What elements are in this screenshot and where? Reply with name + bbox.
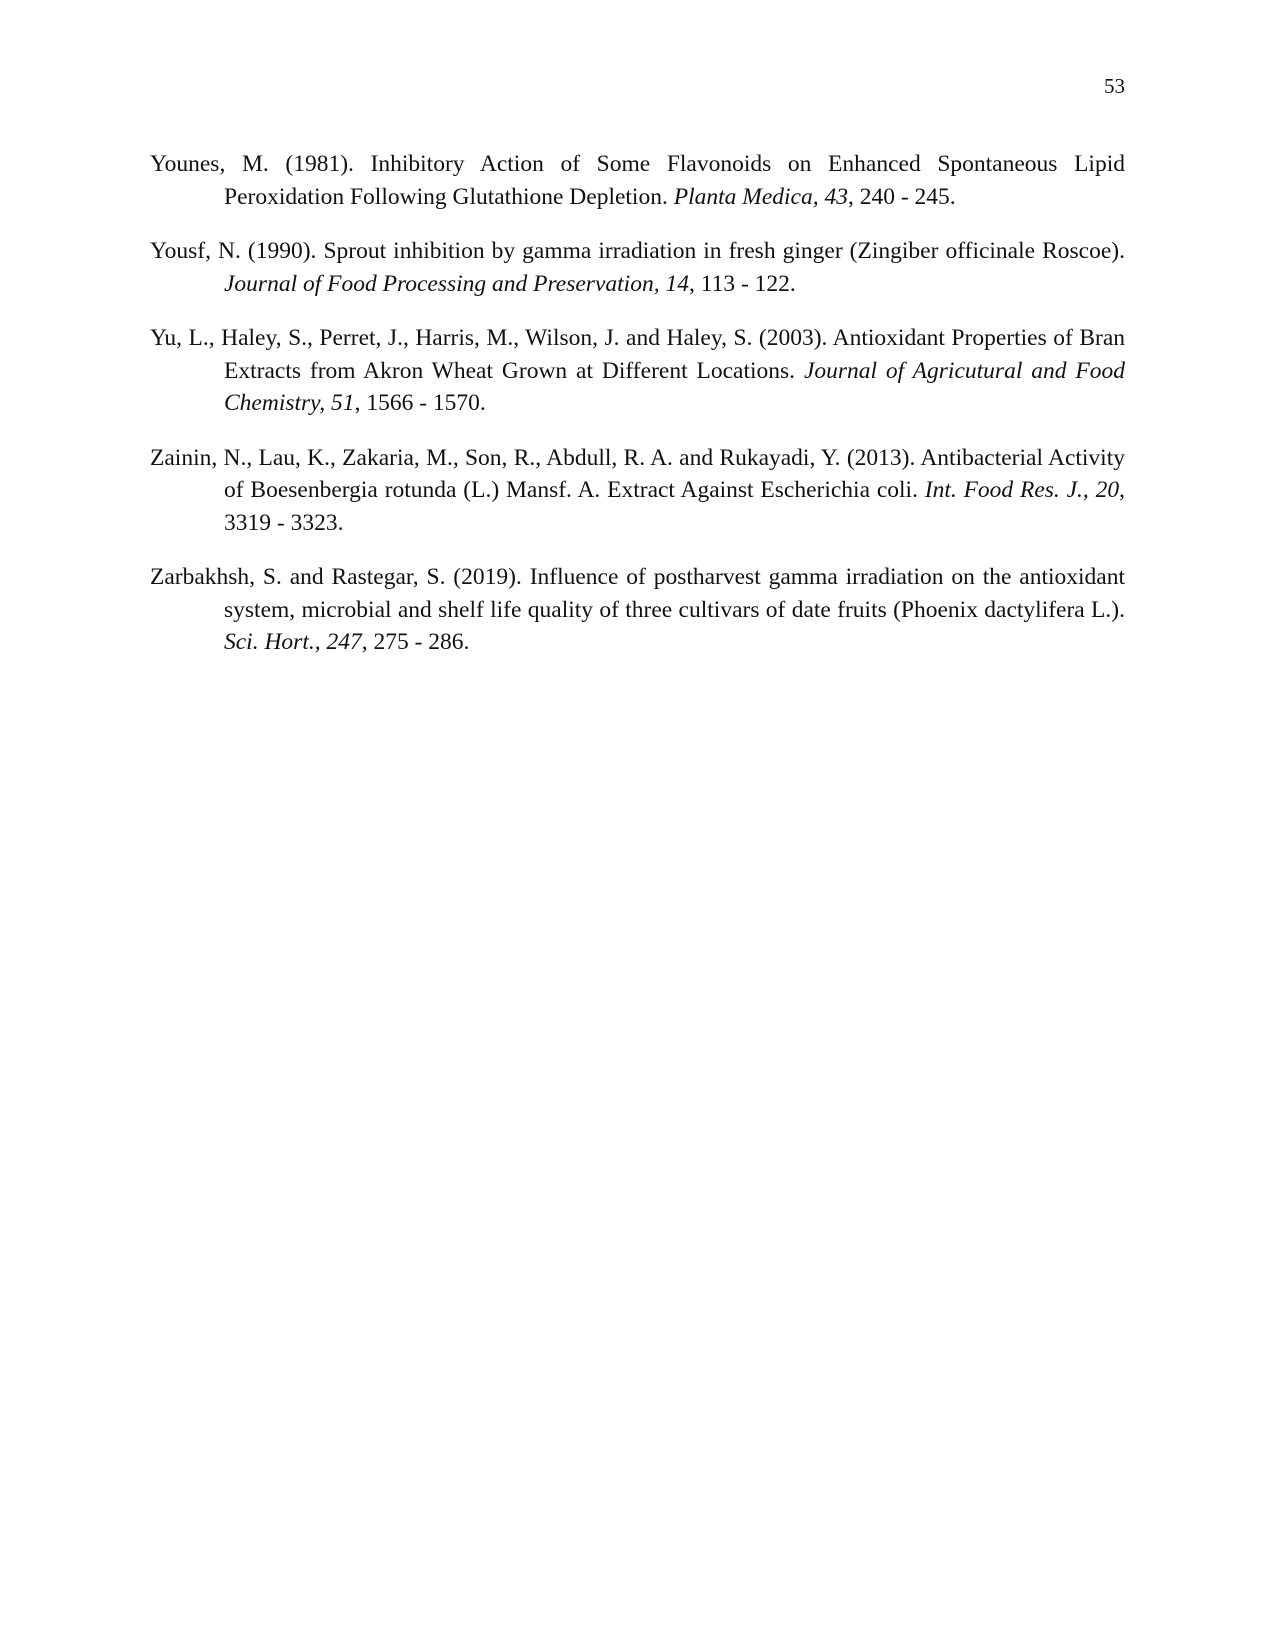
reference-journal: Int. Food Res. J., 20 (924, 477, 1120, 503)
reference-pages: , 3319 - 3323. (224, 477, 1125, 536)
page-number: 53 (1104, 74, 1125, 98)
reference-entry (150, 148, 1125, 213)
reference-entry (150, 235, 1125, 300)
reference-text: Yu, L., Haley, S., Perret, J., Harris, M., Wilson, J. and Haley, S. (2003). Antioxidant Properties of Bran Extracts from Akron Wheat Grown at Different Locations. (150, 325, 1125, 384)
reference-list (150, 148, 1125, 681)
reference-entry (150, 442, 1125, 540)
reference-text: Younes, M. (1981). Inhibitory Action of Some Flavonoids on Enhanced Spontaneous Lipid Peroxidation Following Glutathione Depletion. (150, 151, 1125, 210)
reference-pages: , 113 - 122. (688, 270, 796, 297)
reference-journal: Journal of Agricutural and Food Chemistry, 51 (224, 357, 1125, 416)
reference-text: Zainin, N., Lau, K., Zakaria, M., Son, R., Abdull, R. A. and Rukayadi, Y. (2013). Antibacterial Activity of Boesenbergia rotunda (L.) Mansf. A. Extract Against Escherichia coli. (150, 444, 1125, 503)
reference-pages: , 240 - 245. (847, 183, 956, 210)
reference-journal: Planta Medica, 43 (673, 183, 848, 210)
reference-pages: , 1566 - 1570. (354, 390, 486, 416)
reference-journal: Sci. Hort., 247 (224, 629, 362, 655)
reference-entry (150, 561, 1125, 659)
reference-pages: , 275 - 286. (361, 629, 470, 655)
reference-journal: Journal of Food Processing and Preservation, 14 (224, 270, 689, 297)
reference-text: Yousf, N. (1990). Sprout inhibition by gamma irradiation in fresh ginger (Zingiber officinale Roscoe). (150, 238, 1125, 264)
reference-entry (150, 322, 1125, 420)
reference-text: Zarbakhsh, S. and Rastegar, S. (2019). Influence of postharvest gamma irradiation on the antioxidant system, microbial and shelf life quality of three cultivars of date fruits (Phoenix dactylifera L.). (150, 564, 1125, 623)
